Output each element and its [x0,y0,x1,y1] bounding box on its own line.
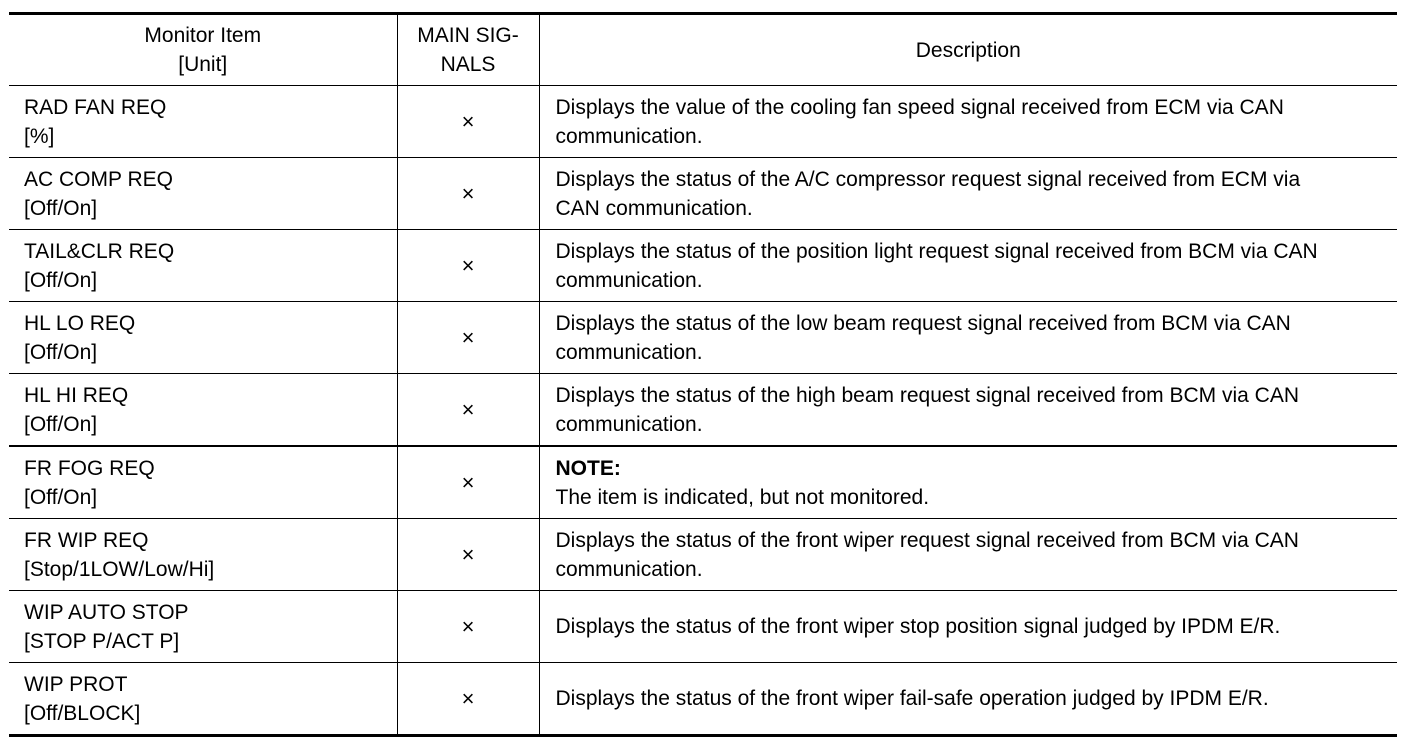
description-line: Displays the status of the high beam request signal received from BCM via CAN [555,383,1300,407]
monitor-item-unit: [Off/On] [24,268,98,292]
description-line: Displays the status of the front wiper request signal received from BCM via CAN [555,528,1299,552]
monitor-item-name: AC COMP REQ [24,167,173,191]
table-row [9,446,1397,519]
main-signal-mark: × [461,613,475,639]
monitor-item-name: TAIL&CLR REQ [24,239,175,263]
monitor-item-cell [9,86,397,158]
monitor-item-cell [9,591,397,663]
monitor-item-table [9,12,1397,737]
header-main-signals [397,14,539,86]
monitor-item-cell [9,302,397,374]
main-signal-cell [397,374,539,447]
monitor-item-unit: [Off/BLOCK] [24,701,141,725]
monitor-item-cell [9,663,397,736]
header-monitor-item-label: Monitor Item [144,24,262,47]
description-line: communication. [555,412,703,436]
monitor-item-cell [9,230,397,302]
header-unit-label: [Unit] [178,53,228,76]
header-main-signals-line2: NALS [440,53,496,76]
main-signal-mark: × [461,396,475,422]
main-signal-mark: × [461,108,475,134]
table-row [9,519,1397,591]
description-cell [539,591,1397,663]
monitor-item-name: WIP PROT [24,672,128,696]
description-cell [539,374,1397,447]
monitor-item-unit: [Stop/1LOW/Low/Hi] [24,557,215,581]
description-line: CAN communication. [555,196,753,220]
monitor-item-name: WIP AUTO STOP [24,600,189,624]
description-line: Displays the value of the cooling fan speed signal received from ECM via CAN [555,95,1284,119]
description-line: Displays the status of the front wiper stop position signal judged by IPDM E/R. [555,615,1281,638]
monitor-item-unit: [Off/On] [24,412,98,436]
monitor-item-unit: [STOP P/ACT P] [24,629,180,653]
main-signal-mark: × [461,685,475,711]
main-signal-mark: × [461,469,475,495]
monitor-item-name: HL LO REQ [24,311,136,335]
table-row [9,663,1397,736]
description-cell [539,519,1397,591]
main-signal-cell [397,230,539,302]
monitor-item-name: RAD FAN REQ [24,95,167,119]
monitor-item-cell [9,158,397,230]
description-line: Displays the status of the low beam request signal received from BCM via CAN [555,311,1291,335]
main-signal-cell [397,591,539,663]
description-line: communication. [555,557,703,581]
header-main-signals-line1: MAIN SIG- [417,24,519,47]
description-line: communication. [555,340,703,364]
table-row [9,158,1397,230]
monitor-item-unit: [Off/On] [24,485,98,509]
main-signal-cell [397,158,539,230]
table-row [9,230,1397,302]
description-cell [539,230,1397,302]
description-cell [539,663,1397,736]
monitor-item-cell [9,446,397,519]
main-signal-cell [397,446,539,519]
header-description: Description [539,14,1397,86]
main-signal-cell [397,519,539,591]
monitor-item-cell [9,374,397,447]
monitor-item-name: FR WIP REQ [24,528,149,552]
main-signal-cell [397,663,539,736]
monitor-item-cell [9,519,397,591]
main-signal-mark: × [461,252,475,278]
description-line: Displays the status of the front wiper fail-safe operation judged by IPDM E/R. [555,687,1269,710]
description-cell [539,446,1397,519]
table-row [9,591,1397,663]
table-header-row [9,14,1397,86]
main-signal-mark: × [461,180,475,206]
table-row [9,374,1397,447]
main-signal-cell [397,86,539,158]
note-label: NOTE: [555,456,621,480]
main-signal-cell [397,302,539,374]
description-line: The item is indicated, but not monitored. [555,485,930,509]
monitor-item-name: HL HI REQ [24,383,129,407]
description-cell [539,158,1397,230]
table-row [9,302,1397,374]
header-monitor-item [9,14,397,86]
description-cell [539,86,1397,158]
monitor-item-name: FR FOG REQ [24,456,155,480]
description-line: communication. [555,124,703,148]
monitor-item-unit: [%] [24,124,55,148]
description-line: Displays the status of the A/C compressor request signal received from ECM via [555,167,1301,191]
description-line: communication. [555,268,703,292]
monitor-item-unit: [Off/On] [24,196,98,220]
description-line: Displays the status of the position light request signal received from BCM via CAN [555,239,1318,263]
table-row [9,86,1397,158]
monitor-item-unit: [Off/On] [24,340,98,364]
main-signal-mark: × [461,324,475,350]
description-cell [539,302,1397,374]
main-signal-mark: × [461,541,475,567]
